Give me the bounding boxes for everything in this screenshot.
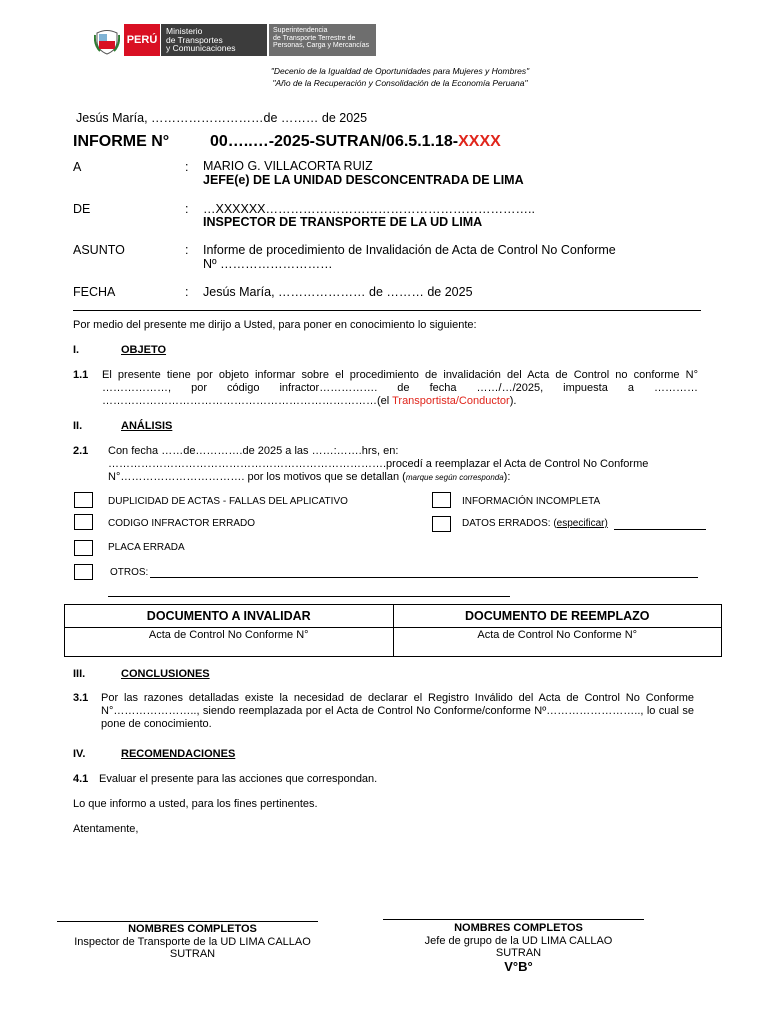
section-4-title: RECOMENDACIONES bbox=[121, 748, 236, 760]
agency-logo-box bbox=[269, 24, 376, 56]
header-divider bbox=[73, 310, 701, 311]
item-1-1-number: 1.1 bbox=[73, 369, 89, 381]
agency-line: Superintendencia bbox=[273, 27, 328, 34]
item-2-1-line-3 bbox=[108, 471, 510, 483]
field-de-label: DE bbox=[73, 202, 91, 216]
signature-left-org: SUTRAN bbox=[169, 948, 216, 960]
field-asunto-label: ASUNTO bbox=[73, 243, 125, 257]
field-a-colon: : bbox=[185, 160, 189, 174]
checkbox-otros-label: OTROS: bbox=[110, 567, 149, 578]
datos-errados-specify: especificar) bbox=[556, 518, 608, 529]
ministry-line: y Comunicaciones bbox=[166, 43, 236, 53]
field-fecha-label: FECHA bbox=[73, 285, 116, 299]
section-1-number: I. bbox=[73, 344, 80, 356]
ministry-logo-box bbox=[161, 24, 267, 56]
coat-of-arms-icon bbox=[94, 27, 120, 55]
slogan-line-2: "Año de la Recuperación y Consolidación de la Economía Peruana" bbox=[272, 78, 528, 88]
section-2-title: ANÁLISIS bbox=[121, 420, 173, 432]
item-3-1-number: 3.1 bbox=[73, 692, 89, 704]
closing-salutation: Atentamente, bbox=[73, 823, 139, 835]
field-fecha-colon: : bbox=[185, 285, 189, 299]
slogan-line-1: "Decenio de la Igualdad de Oportunidades para Mujeres y Hombres" bbox=[270, 66, 530, 76]
cell-acta-reemplazo[interactable]: Acta de Control No Conforme N° bbox=[393, 628, 722, 657]
signature-vb: V°B° bbox=[504, 958, 533, 974]
checkbox-placa-errada-label: PLACA ERRADA bbox=[108, 542, 185, 553]
peru-label: PERÚ bbox=[126, 34, 158, 46]
col-documento-invalidar: DOCUMENTO A INVALIDAR bbox=[65, 605, 394, 628]
item-4-1-number: 4.1 bbox=[73, 773, 89, 785]
item-2-1-line-1: Con fecha ……de………….de 2025 a las ……:…….hrs, en: bbox=[108, 445, 399, 457]
signature-line-right bbox=[383, 919, 644, 920]
field-asunto-line-1: Informe de procedimiento de Invalidación de Acta de Control No Conforme bbox=[203, 243, 616, 257]
section-3-title: CONCLUSIONES bbox=[121, 668, 210, 680]
item-2-1-line-3-b: ): bbox=[503, 471, 511, 483]
checkbox-informacion-incompleta[interactable] bbox=[432, 492, 451, 508]
signature-left-name: NOMBRES COMPLETOS bbox=[128, 923, 257, 935]
field-fecha-value: Jesús María, ………………… de ……… de 2025 bbox=[203, 285, 473, 299]
informe-label: INFORME N° bbox=[73, 133, 170, 150]
item-3-1-text: Por las razones detalladas existe la necesidad de declarar el Registro Inválido del Acta de Control No Conforme N°………………….., siendo reemplazada por el Acta de Control No Conforme/conforme Nº…………………….., lo cual se pone de conocimiento. bbox=[101, 692, 694, 730]
otros-line-1 bbox=[150, 577, 698, 578]
datos-errados-text: DATOS ERRADOS: ( bbox=[462, 518, 557, 529]
place-date: Jesús María, ………………………de ……… de 2025 bbox=[76, 111, 368, 125]
signature-right-name: NOMBRES COMPLETOS bbox=[454, 922, 583, 934]
informe-suffix: XXXX bbox=[458, 133, 501, 150]
signature-right-role: Jefe de grupo de la UD LIMA CALLAO bbox=[424, 934, 613, 947]
section-3-number: III. bbox=[73, 668, 86, 680]
agency-line: de Transporte Terrestre de bbox=[273, 34, 356, 42]
checkbox-codigo-infractor-label: CODIGO INFRACTOR ERRADO bbox=[108, 518, 256, 529]
field-a-title: JEFE(e) DE LA UNIDAD DESCONCENTRADA DE LIMA bbox=[203, 173, 524, 187]
item-1-1-text-b: ). bbox=[509, 395, 517, 407]
item-2-1-line-2: ………………………………………………………………….procedí a reemplazar el Acta de Control No Conforme bbox=[108, 458, 649, 470]
checkbox-duplicidad[interactable] bbox=[74, 492, 93, 508]
field-de-name: …XXXXXX……………………………………………………….. bbox=[203, 202, 535, 216]
checkbox-placa-errada[interactable] bbox=[74, 540, 93, 556]
datos-errados-line bbox=[614, 529, 706, 530]
checkbox-datos-errados[interactable] bbox=[432, 516, 451, 532]
checkbox-informacion-incompleta-label: INFORMACIÓN INCOMPLETA bbox=[462, 496, 601, 507]
section-2-number: II. bbox=[73, 420, 83, 432]
section-1-title: OBJETO bbox=[121, 344, 167, 356]
item-1-1-text-red: Transportista/Conductor bbox=[392, 395, 510, 407]
col-documento-reemplazo: DOCUMENTO DE REEMPLAZO bbox=[393, 605, 722, 628]
ministry-line: Ministerio bbox=[166, 26, 203, 36]
item-2-1-line-3-hint: marque según corresponda bbox=[405, 473, 504, 482]
signature-left-role: Inspector de Transporte de la UD LIMA CALLAO bbox=[74, 935, 311, 948]
item-1-1-text-a: El presente tiene por objeto informar sobre el procedimiento de invalidación del Acta de Control no conforme N° ………………, por código infractor……………. de fecha ……/…/2025, impuesta a ………… …………………………………………………………………(el bbox=[102, 369, 698, 407]
informe-number bbox=[210, 133, 501, 151]
checkbox-duplicidad-label: DUPLICIDAD DE ACTAS - FALLAS DEL APLICATIVO bbox=[108, 496, 348, 507]
signature-block-right bbox=[383, 922, 654, 973]
closing-line: Lo que informo a usted, para los fines pertinentes. bbox=[73, 798, 318, 810]
documents-table-header bbox=[65, 605, 722, 628]
checkbox-codigo-infractor[interactable] bbox=[74, 514, 93, 530]
cell-acta-invalidar[interactable]: Acta de Control No Conforme N° bbox=[65, 628, 394, 657]
section-4-number: IV. bbox=[73, 748, 86, 760]
checkbox-otros[interactable] bbox=[74, 564, 93, 580]
field-a-label: A bbox=[73, 160, 82, 174]
agency-line: Personas, Carga y Mercancías bbox=[273, 42, 370, 49]
table-row bbox=[65, 628, 722, 657]
signature-right-org: SUTRAN bbox=[495, 947, 542, 959]
item-4-1-text: Evaluar el presente para las acciones que correspondan. bbox=[99, 773, 378, 785]
field-de-colon: : bbox=[185, 202, 189, 216]
signature-block-left bbox=[57, 923, 328, 961]
otros-line-2 bbox=[108, 596, 510, 597]
signature-line-left bbox=[57, 921, 318, 922]
item-1-1-text bbox=[102, 369, 698, 408]
field-a-name: MARIO G. VILLACORTA RUIZ bbox=[203, 159, 373, 173]
field-asunto-line-2: Nº ……………………… bbox=[203, 257, 333, 271]
peru-logo-box bbox=[124, 24, 160, 56]
informe-number-text: 00…..…-2025-SUTRAN/06.5.1.18- bbox=[210, 133, 459, 150]
documents-table bbox=[64, 604, 722, 657]
item-2-1-line-3-a: N°……………………………. por los motivos que se detallan ( bbox=[108, 471, 406, 483]
field-de-title: INSPECTOR DE TRANSPORTE DE LA UD LIMA bbox=[203, 215, 483, 229]
ministry-line: de Transportes bbox=[166, 34, 223, 45]
field-asunto-colon: : bbox=[185, 243, 189, 257]
checkbox-datos-errados-label bbox=[462, 518, 608, 529]
intro-text: Por medio del presente me dirijo a Usted, para poner en conocimiento lo siguiente: bbox=[73, 319, 477, 331]
item-2-1-number: 2.1 bbox=[73, 445, 89, 457]
